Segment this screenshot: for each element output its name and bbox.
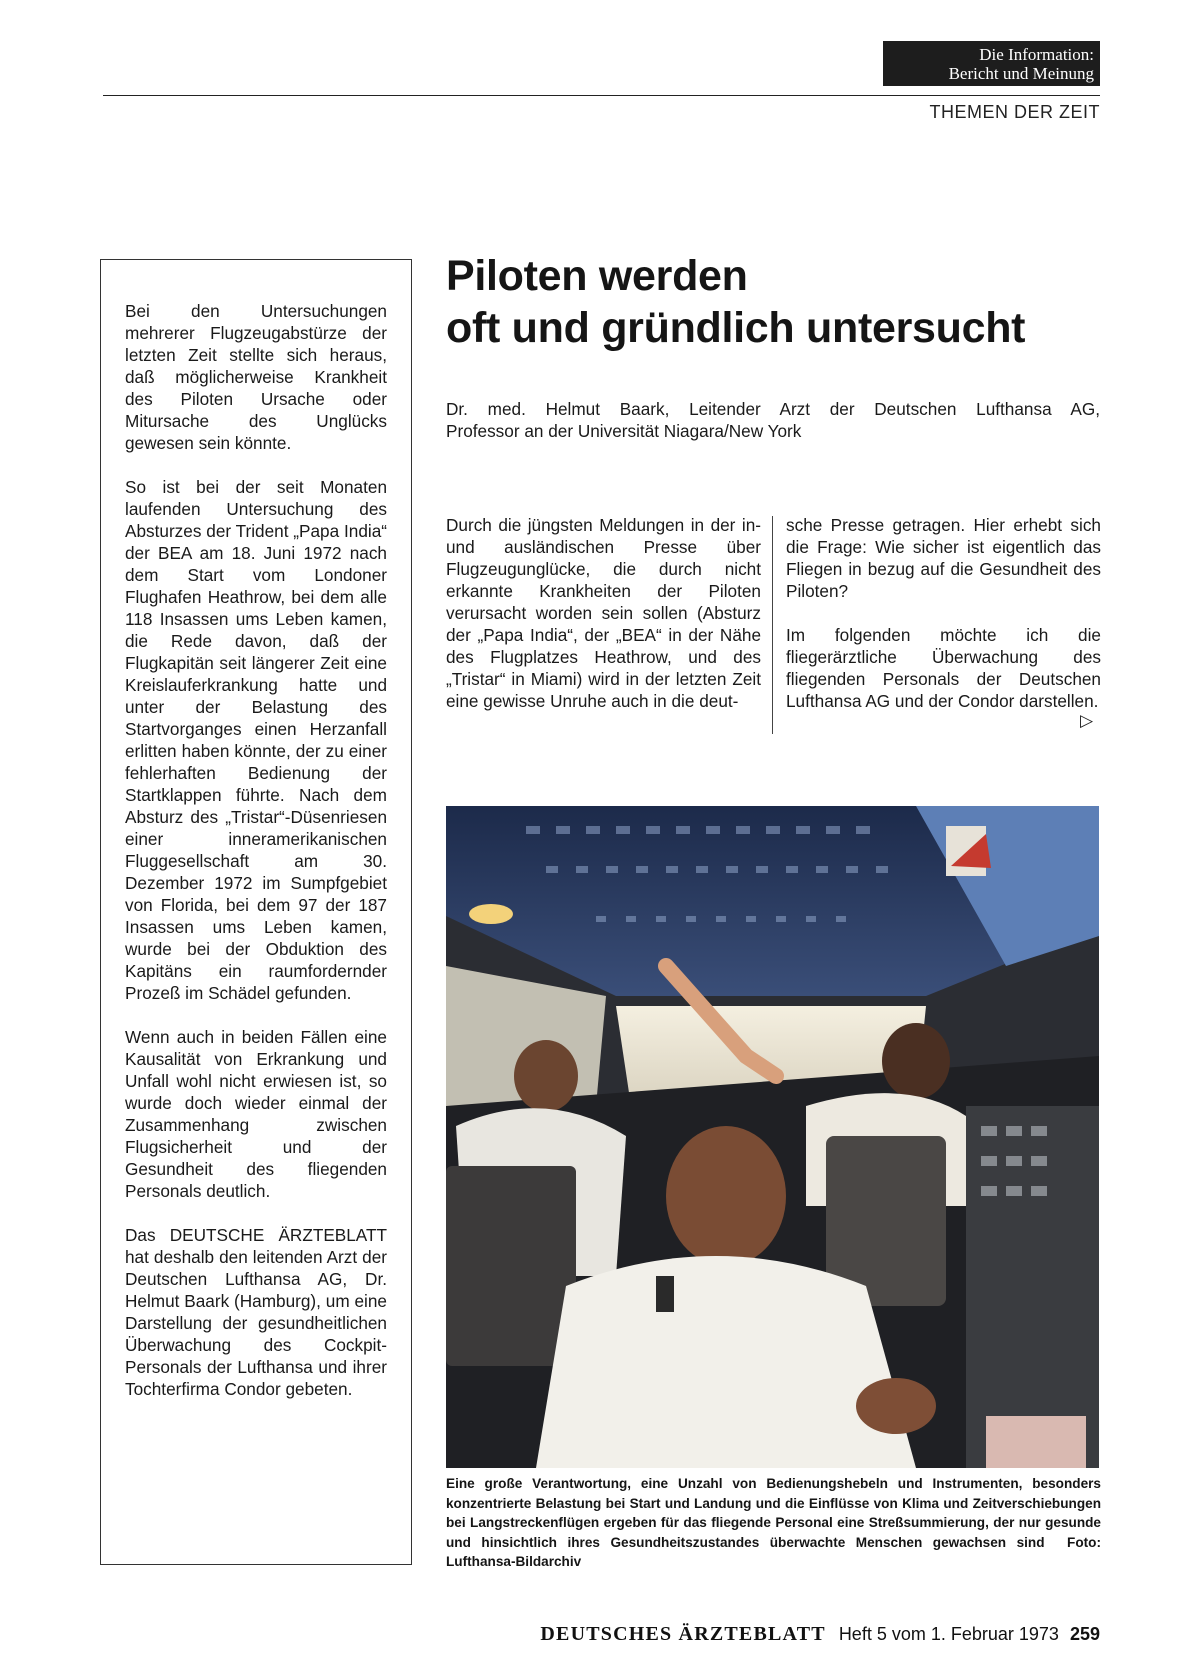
photo-credit: Foto: Lufthansa-Bildarchiv (446, 1534, 1101, 1569)
column-divider (772, 516, 773, 734)
body-paragraph: Im folgenden möchte ich die fliegerärztliche Überwachung des fliegenden Personals der Deutschen Lufthansa AG und der Condor darstellen. (786, 625, 1101, 711)
continue-arrow-icon: ▷ (1080, 711, 1094, 730)
author-byline (446, 398, 1100, 442)
intro-box (100, 259, 412, 1565)
header-rule (103, 95, 1100, 96)
masthead: DEUTSCHES ÄRZTEBLATT (540, 1623, 826, 1645)
article-title (446, 250, 1106, 354)
body-column-left (446, 514, 761, 734)
photo-caption (446, 1474, 1101, 1572)
rubric-line-1: Die Information: (979, 45, 1094, 64)
page-number: 259 (1069, 1624, 1100, 1644)
intro-paragraph: So ist bei der seit Monaten laufenden Untersuchung des Absturzes der Trident „Papa India“ der BEA am 18. Juni 1972 nach dem Start vom Londoner Flughafen Heathrow, bei dem alle 118 Insassen ums Leben kamen, die Rede davon, daß der Flugkapitän seit längerer Zeit eine Kreislauferkrankung hatte und unter der Belastung des Startvorganges einen Herzanfall erlitten haben könnte, der zu einer fehlerhaften Bedienung der Startklappen führte. Nach dem Absturz des „Tristar“-Düsenriesen einer inneramerikanischen Fluggesellschaft am 30. Dezember 1972 im Sumpfgebiet von Florida, bei dem 97 der 187 Insassen ums Leben kamen, wurde bei der Obduktion des Kapitäns ein raumfordernder Prozeß im Schädel gefunden. (125, 477, 387, 1003)
intro-paragraph: Bei den Untersuchungen mehrerer Flugzeugabstürze der letzten Zeit stellte sich heraus, daß möglicherweise Krankheit des Piloten Ursache oder Mitursache des Unglücks gewesen sein könnte. (125, 301, 387, 453)
body-paragraph: sche Presse getragen. Hier erhebt sich die Frage: Wie sicher ist eigentlich das Fliegen in bezug auf die Gesundheit des Piloten? (786, 515, 1101, 601)
article-title-line-1: Piloten werden (446, 252, 748, 300)
intro-paragraph: Wenn auch in beiden Fällen eine Kausalität von Erkrankung und Unfall wohl nicht erwiesen ist, so wurde doch wieder einmal der Zusammenhang zwischen Flugsicherheit und der Gesundheit des fliegenden Personals deutlich. (125, 1027, 387, 1201)
caption-text: Eine große Verantwortung, eine Unzahl von Bedienungshebeln und Instrumenten, besonders konzentrierte Belastung bei Start und Landung und die Einflüsse von Klima und Zeitverschiebungen bei Langstreckenflügen ergeben für das fliegende Personal eine Streßsummierung, der nur gesunde und hinsichtlich ihres Gesundheitszustandes überwachte Menschen gewachsen sind (446, 1476, 1101, 1550)
byline-line-2: Professor an der Universität Niagara/New York (446, 421, 802, 441)
page-footer (540, 1623, 1100, 1646)
body-paragraph: Durch die jüngsten Meldungen in der in- und ausländischen Presse über Flugzeugunglücke, die durch nicht erkannte Krankheiten der Piloten verursacht worden sein sollen (Absturz der „Papa India“, der „BEA“ in der Nähe des Flugplatzes Heathrow, und des „Tristar“ in Miami) wird in der letzten Zeit eine gewisse Unruhe auch in die deut- (446, 515, 761, 711)
intro-paragraph: Das DEUTSCHE ÄRZTEBLATT hat deshalb den leitenden Arzt der Deutschen Lufthansa AG, Dr. Helmut Baark (Hamburg), um eine Darstellung der gesundheitlichen Überwachung des Cockpit-Personals der Lufthansa und ihrer Tochterfirma Condor gebeten. (125, 1225, 387, 1399)
rubric-badge (883, 41, 1100, 86)
body-column-right (786, 514, 1101, 734)
cockpit-photo (446, 806, 1099, 1468)
issue-info: Heft 5 vom 1. Februar 1973 (838, 1624, 1059, 1644)
article-title-line-2: oft und gründlich untersucht (446, 304, 1026, 352)
rubric-line-2: Bericht und Meinung (948, 64, 1094, 83)
section-label: THEMEN DER ZEIT (929, 102, 1100, 122)
byline-line-1: Dr. med. Helmut Baark, Leitender Arzt der Deutschen Lufthansa AG, (446, 399, 1100, 419)
